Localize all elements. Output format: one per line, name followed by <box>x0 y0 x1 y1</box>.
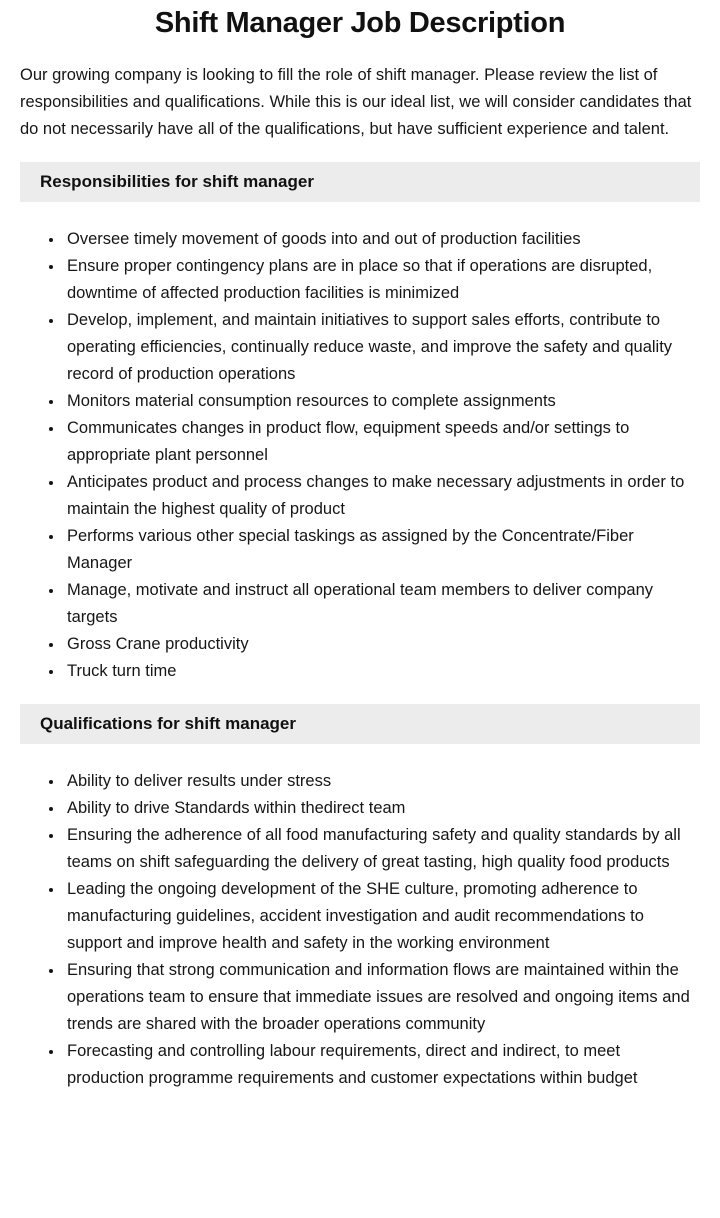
list-item: • Ability to drive Standards within thedirect team <box>64 795 700 822</box>
responsibilities-section-header: Responsibilities for shift manager <box>20 162 700 202</box>
intro-paragraph: Our growing company is looking to fill the role of shift manager. Please review the list of responsibilities and qualifications. While this is our ideal list, we will consider candidates that do not necessarily have all of the qualifications, but have sufficient experience and talent. <box>20 66 692 138</box>
list-item: • Manage, motivate and instruct all operational team members to deliver company targets <box>64 577 700 631</box>
list-item: • Ensuring that strong communication and information flows are maintained within the operations team to ensure that immediate issues are resolved and ongoing items and trends are shared with the broader operations community <box>64 957 700 1038</box>
list-item: • Communicates changes in product flow, equipment speeds and/or settings to appropriate plant personnel <box>64 415 700 469</box>
qualifications-list <box>20 768 700 1092</box>
qualifications-section <box>20 704 700 1092</box>
list-item: • Anticipates product and process changes to make necessary adjustments in order to maintain the highest quality of product <box>64 469 700 523</box>
list-item: • Ensuring the adherence of all food manufacturing safety and quality standards by all teams on shift safeguarding the delivery of great tasting, high quality food products <box>64 822 700 876</box>
qualifications-section-header: Qualifications for shift manager <box>20 704 700 744</box>
list-item: • Truck turn time <box>64 658 700 685</box>
list-item: • Monitors material consumption resources to complete assignments <box>64 388 700 415</box>
list-item: • Gross Crane productivity <box>64 631 700 658</box>
list-item: • Forecasting and controlling labour requirements, direct and indirect, to meet production programme requirements and customer expectations within budget <box>64 1038 700 1092</box>
list-item: • Ensure proper contingency plans are in place so that if operations are disrupted, downtime of affected production facilities is minimized <box>64 253 700 307</box>
responsibilities-section <box>20 162 700 685</box>
list-item: • Performs various other special taskings as assigned by the Concentrate/Fiber Manager <box>64 523 700 577</box>
list-item: • Develop, implement, and maintain initiatives to support sales efforts, contribute to operating efficiencies, continually reduce waste, and improve the safety and quality record of production operations <box>64 307 700 388</box>
list-item: • Leading the ongoing development of the SHE culture, promoting adherence to manufacturing guidelines, accident investigation and audit recommendations to support and improve health and safety in the working environment <box>64 876 700 957</box>
responsibilities-list <box>20 226 700 685</box>
page-title: Shift Manager Job Description <box>154 7 566 39</box>
list-item: • Ability to deliver results under stress <box>64 768 700 795</box>
list-item: • Oversee timely movement of goods into and out of production facilities <box>64 226 700 253</box>
